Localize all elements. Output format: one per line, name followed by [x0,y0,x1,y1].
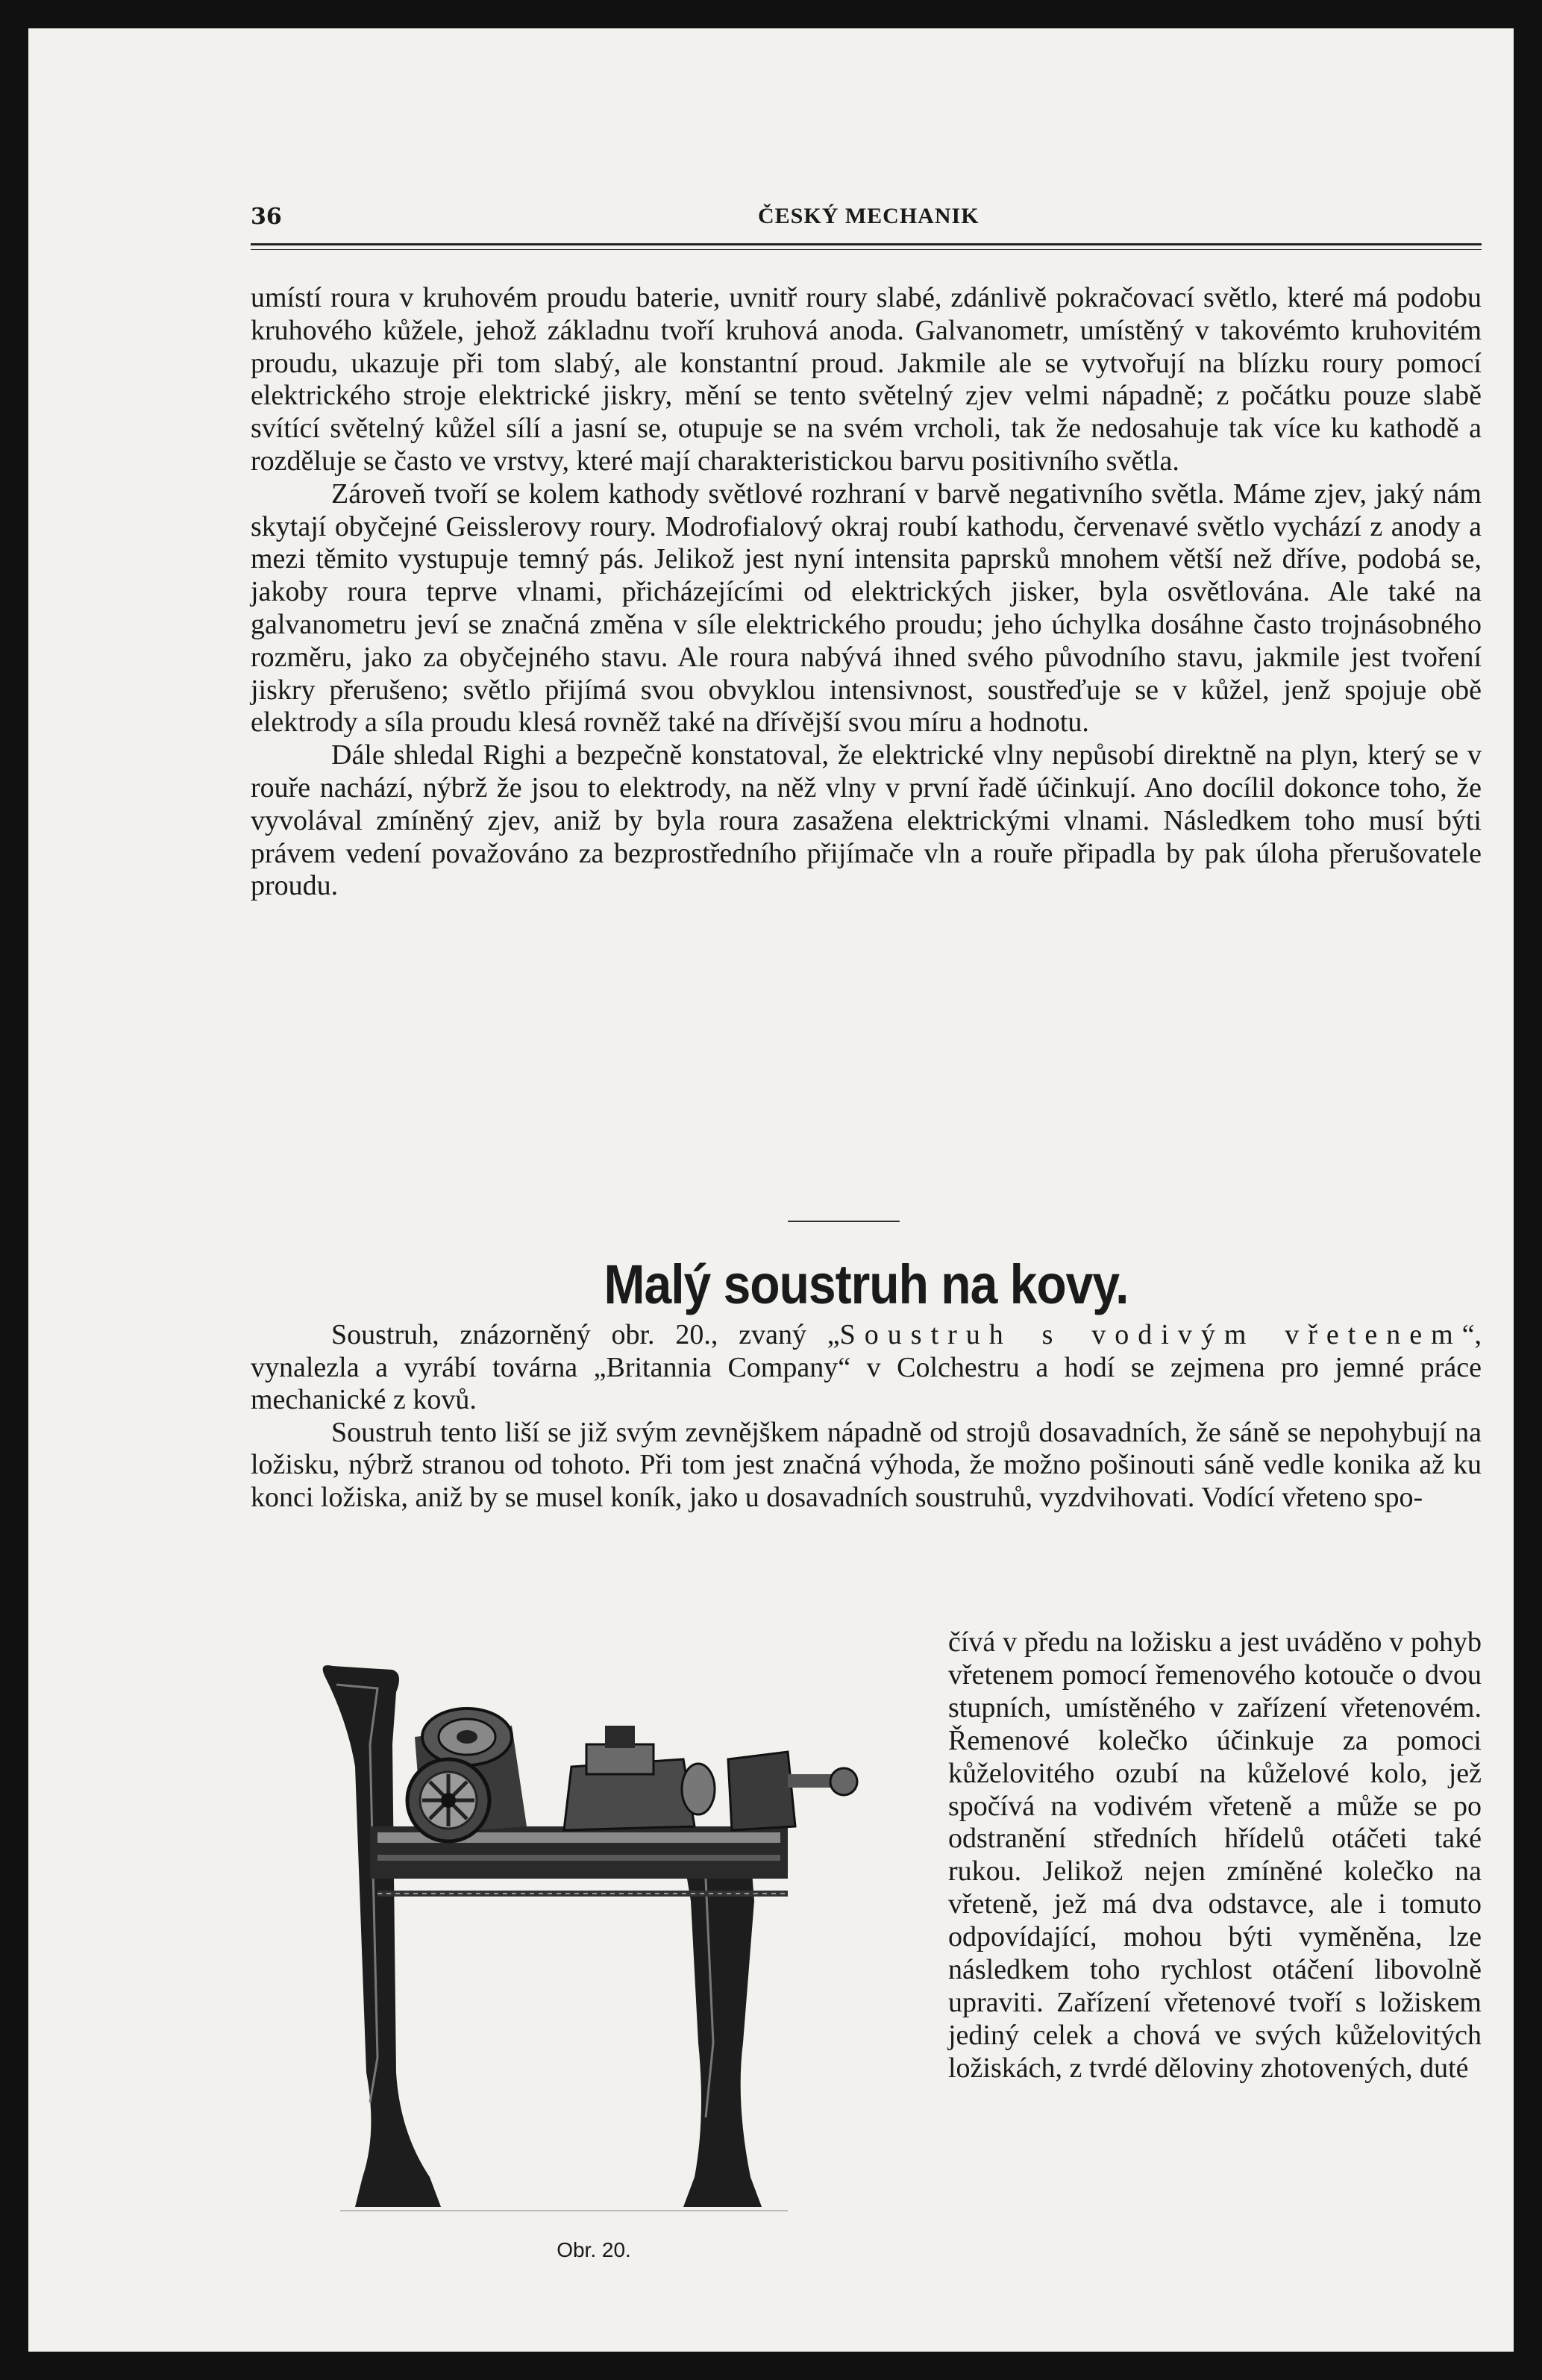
paragraph: čívá v předu na ložisku a jest uváděno v pohyb vřetenem pomocí řemenového kotouče o dvou stupních, umístěného v zařízení vřetenovém. Řemenové kolečko účinkuje za pomoci kůželovitého ozubí na kůželové kolo, jež spočívá na vodivém vřeteně a může se po odstranění středních hřídelů otáčeti také rukou. Jelikož nejen zmíněné kolečko na vřeteně, jež má dva odstavce, ale i tomuto odpovídající, mohou býti vyměněna, lze následkem toho rychlost otáčení libovolně upraviti. Zařízení vřetenové tvoří s ložiskem jediný celek a chová ve svých kůželovitých ložiskách, z tvrdé děloviny zhotovených, duté [948,1626,1482,2084]
figure-caption: Obr. 20. [557,2238,631,2261]
running-title: ČESKÝ MECHANIK [758,204,980,228]
paragraph: Dále shledal Righi a bezpečně konstatoval, že elektrické vlny nepůsobí direktně na plyn, který se v rouře nachází, nýbrž že jsou to elektrody, na něž vlny v první řadě účinkují. Ano docílil dokonce toho, že vyvolával zmíněný zjev, aniž by byla roura zasažena elektrickými vlnami. Následkem toho musí býti právem vedení považováno za bezprostředního přijímače vln a rouře připadla by pak úloha přerušovatele proudu. [251,739,1482,902]
page-header [251,200,1482,233]
paragraph: umístí roura v kruhovém proudu baterie, uvnitř roury slabé, zdánlivě pokračovací světlo, které má podobu kruhového kůžele, jehož základnu tvoří kruhová anoda. Galvanometr, umístěný v takovémto kruhovitém proudu, ukazuje při tom slabý, ale konstantní proud. Jakmile ale se vytvořují na blízku roury pomocí elektrického stroje elektrické jiskry, mění se tento světelný zjev velmi nápadně; z počátku pouze slabě svítící světelný kůžel sílí a jasní se, otupuje se na svém vrcholi, tak že nedosahuje tak více ku kathodě a rozděluje se často ve vrstvy, které mají charakteristickou barvu positivního světla. [251,282,1482,477]
paragraph: Soustruh tento liší se již svým zevnějškem nápadně od strojů dosavadních, že sáně se nepohybují na ložisku, nýbrž stranou od tohoto. Při tom jest značná výhoda, že možno pošinouti sáně vedle konika až ku konci ložiska, aniž by se musel koník, jako u dosavadních soustruhů, vyzdvihovati. Vodící vřeteno spo- [251,1416,1482,1513]
tailstock [728,1752,795,1830]
lathe-illustration [266,1655,922,2229]
article-1-body [251,282,1482,903]
text-run: Soustruh, znázorněný obr. 20., zvaný „ [331,1319,840,1350]
spaced-term: Soustruh s vodivým vřetenem [839,1319,1462,1350]
article-title: Malý soustruh na kovy. [604,1253,1129,1315]
header-rule [251,243,1482,250]
section-divider [788,1221,900,1222]
paragraph [251,1319,1482,1417]
article-2-body [251,1319,1482,1515]
right-leg [683,1853,762,2207]
page-content [221,178,1489,2267]
paragraph: Zároveň tvoří se kolem kathody světlové rozhraní v barvě negativního světla. Máme zjev, jaký nám skytají obyčejné Geisslerovy roury. Modrofialový okraj roubí kathodu, červenavé světlo vychází z anody a mezi těmito vystupuje temný pás. Jelikož jest nyní intensita paprsků mnohem větší než dříve, podobá se, jakoby roura teprve vlnami, přicházejícími od elektrických jisker, byla osvětlována. Ale také na galvanometru jeví se značná změna v síle elektrického proudu; jeho úchylka dosáhne často trojnásobného rozměru, jako za obyčejného stavu. Ale roura nabývá ihned svého původního stavu, jakmile jest tvoření jiskry přerušeno; světlo přijímá svou obvyklou intensivnost, soustřeďuje se v kůžel, jenž spojuje obě elektrody a síla proudu klesá rovněž také na dřívější svou míru a hodnotu. [251,477,1482,739]
text-run: “, vynalezla a vyrábí továrna „Britannia Company“ v Colchestru a hodí se zejmena pro jemné práce mechanické z kovů. [251,1319,1482,1416]
page-number: 36 [251,203,282,230]
page [28,28,1514,2352]
article-2-column [948,1626,1482,2085]
